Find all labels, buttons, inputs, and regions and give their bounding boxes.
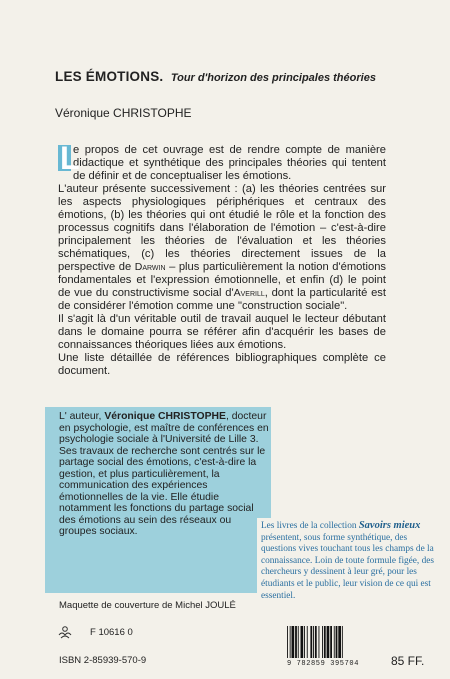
summary-paragraph-3: Il s'agit là d'un véritable outil de travail auquel le lecteur débutant dans le domaine pourra se référer afin d'acquérir les bases de connaissances théoriques liées aux émotions. [58, 313, 386, 351]
bio-paragraph-1: L' auteur, Véronique CHRISTOPHE, docteur en psychologie, est maître de conférences en psychologie sociale à l'Université de Lille 3. [59, 411, 269, 445]
summary-paragraph-2: L'auteur présente successivement : (a) les théories centrées sur les aspects physiologiques périphériques et centraux des émotions, (b) les théories qui ont étudié le rôle et la fonction des processus cognitifs dans l'élaboration de l'émotion – c'est-à-dire principalement les théories de l'évaluation et les théories schématiques, (c) les théories directement issues de la perspective de Darwin – plus particulièrement la notion d'émotions fondamentales et l'expression émotionnelle, et enfin (d) le point de vue du constructivisme social d'Averill, dont la particularité est de considérer l'émotion comme une "construction sociale". [58, 183, 387, 312]
publisher-row [58, 625, 133, 639]
author-bio-box [45, 407, 271, 593]
author-name: Véronique CHRISTOPHE [55, 106, 192, 120]
summary-paragraph-4: Une liste détaillée de références bibliographiques complète ce document. [58, 352, 386, 377]
title-subtitle: Tour d'horizon des principales théories [170, 72, 376, 84]
title-main: LES ÉMOTIONS. [55, 69, 164, 84]
bio-paragraph-2: Ses travaux de recherche sont centrés sur le partage social des émotions, c'est-à-dire la gestion, et plus particulièrement, la communication des expériences émotionnelles de la vie. Elle étudie notamment les fonctions du partage social des émotions au sein des réseaux ou groupes sociaux. [59, 445, 266, 537]
catalog-code: F 10616 0 [90, 626, 133, 638]
drop-cap: L [60, 140, 80, 176]
barcode-icon [285, 626, 373, 660]
bio-author-name: Véronique CHRISTOPHE [104, 411, 226, 422]
summary-paragraph-1: L e propos de cet ouvrage est de rendre compte de manière didactique et synthétique des principales théories qui tentent de définir et de conceptualiser les émotions. [60, 140, 386, 182]
barcode-number: 9 782859 395704 [287, 660, 360, 668]
book-title [55, 68, 376, 86]
series-description: Les livres de la collection Savoirs mieux présentent, sous forme synthétique, des questions vives touchant tous les champs de la connaissance. Loin de toute formule figée, des chercheurs y dessinent à leur gré, pour les étudiants et le public, leur vision de ce qui est essentiel. [257, 518, 441, 604]
isbn: ISBN 2-85939-570-9 [59, 655, 147, 666]
series-name: Savoirs mieux [358, 520, 421, 531]
publisher-logo-icon [58, 625, 72, 639]
summary-text [58, 140, 387, 378]
price: 85 FF. [391, 654, 425, 668]
cover-credit: Maquette de couverture de Michel JOULÉ [59, 600, 236, 611]
